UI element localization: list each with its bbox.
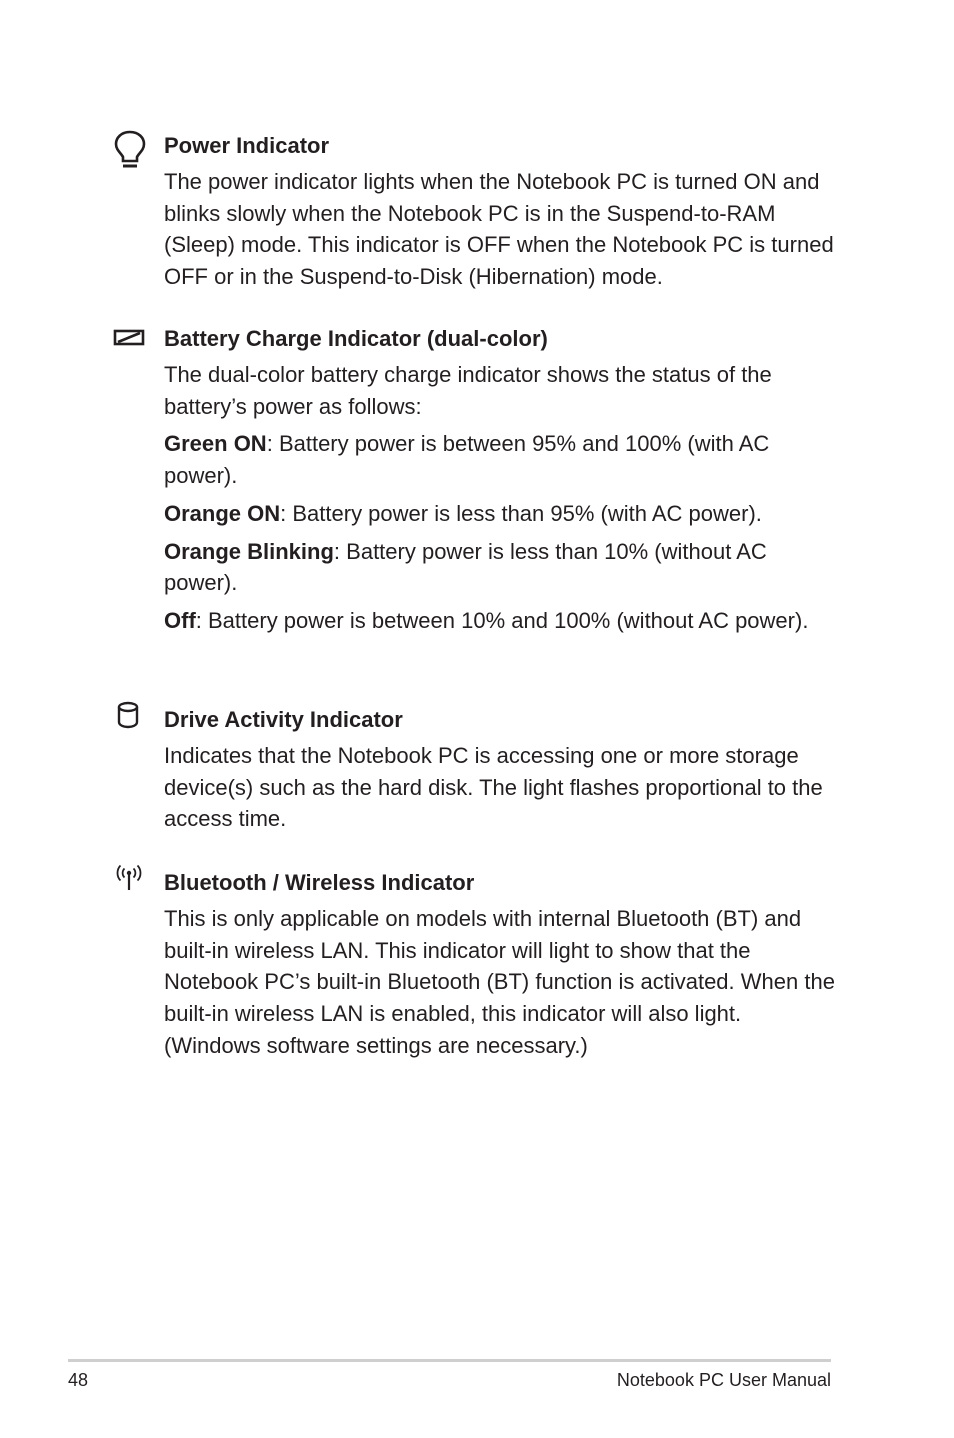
power-indicator-title: Power Indicator: [164, 133, 330, 158]
footer-divider: [68, 1359, 831, 1362]
power-indicator-body: The power indicator lights when the Notebook PC is turned ON and blinks slowly when the Notebook PC is in the Suspend-to-RAM (Sleep) mode. This indicator is OFF when the Notebook PC is turned OFF or in the Suspend-to-Disk (Hibernation) mode.: [164, 169, 834, 290]
power-indicator-content: [164, 130, 836, 293]
battery-state-text: Battery power is between 10% and 100% (without AC power).: [208, 607, 809, 633]
battery-icon: [112, 327, 148, 363]
wireless-indicator-content: [164, 867, 836, 1062]
battery-state-separator: :: [280, 500, 293, 526]
battery-indicator-content: [164, 323, 836, 637]
battery-state-text: Battery power is less than 10% (without AC power).: [164, 538, 767, 596]
battery-state-label: Orange ON: [164, 500, 281, 526]
battery-indicator-body: The dual-color battery charge indicator shows the status of the battery’s power as follows:: [164, 362, 772, 419]
battery-state-separator: :: [195, 607, 208, 633]
battery-state-orange-blinking: [164, 536, 836, 599]
battery-state-orange-on: [164, 498, 836, 530]
drive-indicator-body: Indicates that the Notebook PC is accessing one or more storage device(s) such as the hard disk. The light flashes proportional to the access time.: [164, 743, 823, 832]
wireless-indicator-title: Bluetooth / Wireless Indicator: [164, 870, 475, 895]
wireless-indicator-body: This is only applicable on models with internal Bluetooth (BT) and built-in wireless LAN. This indicator will light to show that the Notebook PC’s built-in Bluetooth (BT) function is activated. When the built-in wireless LAN is enabled, this indicator will also light. (Windows software settings are necessary.): [164, 906, 835, 1058]
drive-indicator-content: [164, 704, 836, 835]
wireless-antenna-icon: [112, 863, 148, 899]
battery-state-separator: :: [266, 431, 279, 457]
manual-title: Notebook PC User Manual: [616, 1370, 831, 1390]
battery-state-label: Off: [164, 607, 196, 633]
page-number: 48: [68, 1370, 89, 1390]
battery-state-off: [164, 605, 836, 637]
battery-state-label: Green ON: [164, 431, 267, 457]
drive-indicator-title: Drive Activity Indicator: [164, 707, 403, 732]
power-bulb-icon: [112, 130, 148, 166]
battery-state-label: Orange Blinking: [164, 538, 334, 564]
battery-indicator-title: Battery Charge Indicator (dual-color): [164, 326, 548, 351]
battery-state-text: Battery power is less than 95% (with AC power).: [292, 500, 762, 526]
drive-cylinder-icon: [112, 700, 148, 736]
battery-state-separator: :: [333, 538, 347, 564]
battery-state-text: Battery power is between 95% and 100% (with AC power).: [164, 431, 770, 489]
battery-state-green-on: [164, 428, 836, 491]
